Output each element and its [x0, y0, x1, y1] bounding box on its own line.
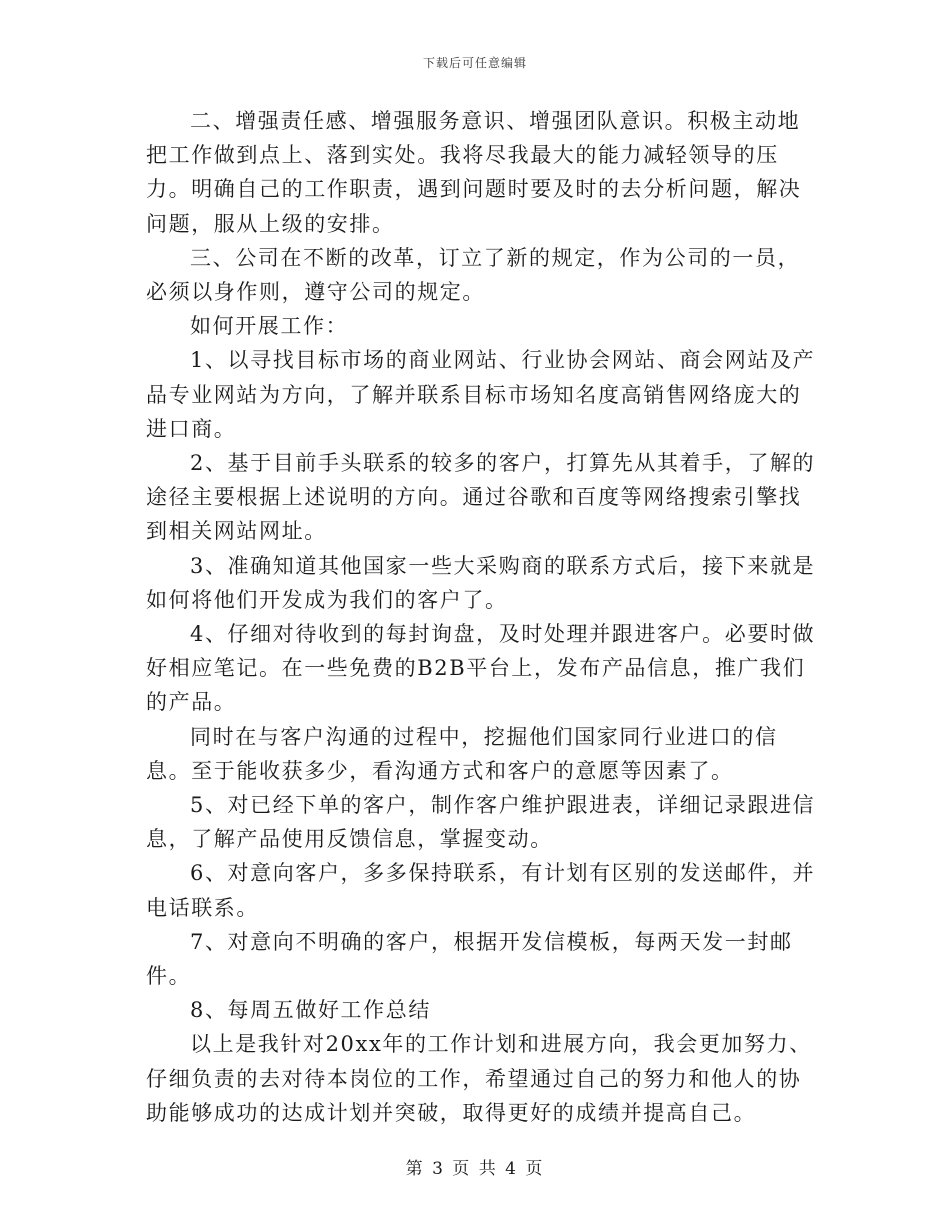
list-item: 3、准确知道其他国家一些大采购商的联系方式后，接下来就是如何将他们开发成为我们的客户了。 [146, 553, 816, 612]
list-item: 8、每周五做好工作总结 [190, 998, 431, 1023]
list-item: 4、仔细对待收到的每封询盘，及时处理并跟进客户。必要时做好相应笔记。在一些免费的B2B平台上，发布产品信息，推广我们的产品。 [146, 622, 816, 715]
page-header-note: 下载后可任意编辑 [422, 56, 527, 70]
paragraph: 三、公司在不断的改革，订立了新的规定，作为公司的一员，必须以身作则，遵守公司的规定。 [146, 245, 801, 305]
list-item: 1、以寻找目标市场的商业网站、行业协会网站、商会网站及产品专业网站为方向，了解并联系目标市场知名度高销售网络庞大的进口商。 [146, 348, 816, 441]
list-item: 2、基于目前手头联系的较多的客户，打算先从其着手，了解的途径主要根据上述说明的方向。通过谷歌和百度等网络搜索引擎找到相关网站网址。 [146, 451, 816, 544]
closing-paragraph: 以上是我针对20xx年的工作计划和进展方向，我会更加努力、仔细负责的去对待本岗位的工作，希望通过自己的努力和他人的协助能够成功的达成计划并突破，取得更好的成绩并提高自己。 [146, 1032, 812, 1125]
document-body [146, 104, 816, 1130]
page-number-footer: 第 3 页 共 4 页 [405, 1159, 545, 1179]
paragraph: 二、增强责任感、增强服务意识、增强团队意识。积极主动地把工作做到点上、落到实处。我将尽我最大的能力减轻领导的压力。明确自己的工作职责，遇到问题时要及时的去分析问题，解决问题，服从上级的安排。 [146, 109, 802, 236]
list-item: 5、对已经下单的客户，制作客户维护跟进表，详细记录跟进信息，了解产品使用反馈信息，掌握变动。 [146, 793, 816, 852]
list-item: 7、对意向不明确的客户，根据开发信模板，每两天发一封邮件。 [146, 929, 793, 989]
paragraph: 同时在与客户沟通的过程中，挖掘他们国家同行业进口的信息。至于能收获多少，看沟通方式和客户的意愿等因素了。 [146, 724, 778, 783]
list-item: 6、对意向客户，多多保持联系，有计划有区别的发送邮件，并电话联系。 [146, 861, 816, 920]
section-heading: 如何开展工作： [190, 314, 349, 339]
